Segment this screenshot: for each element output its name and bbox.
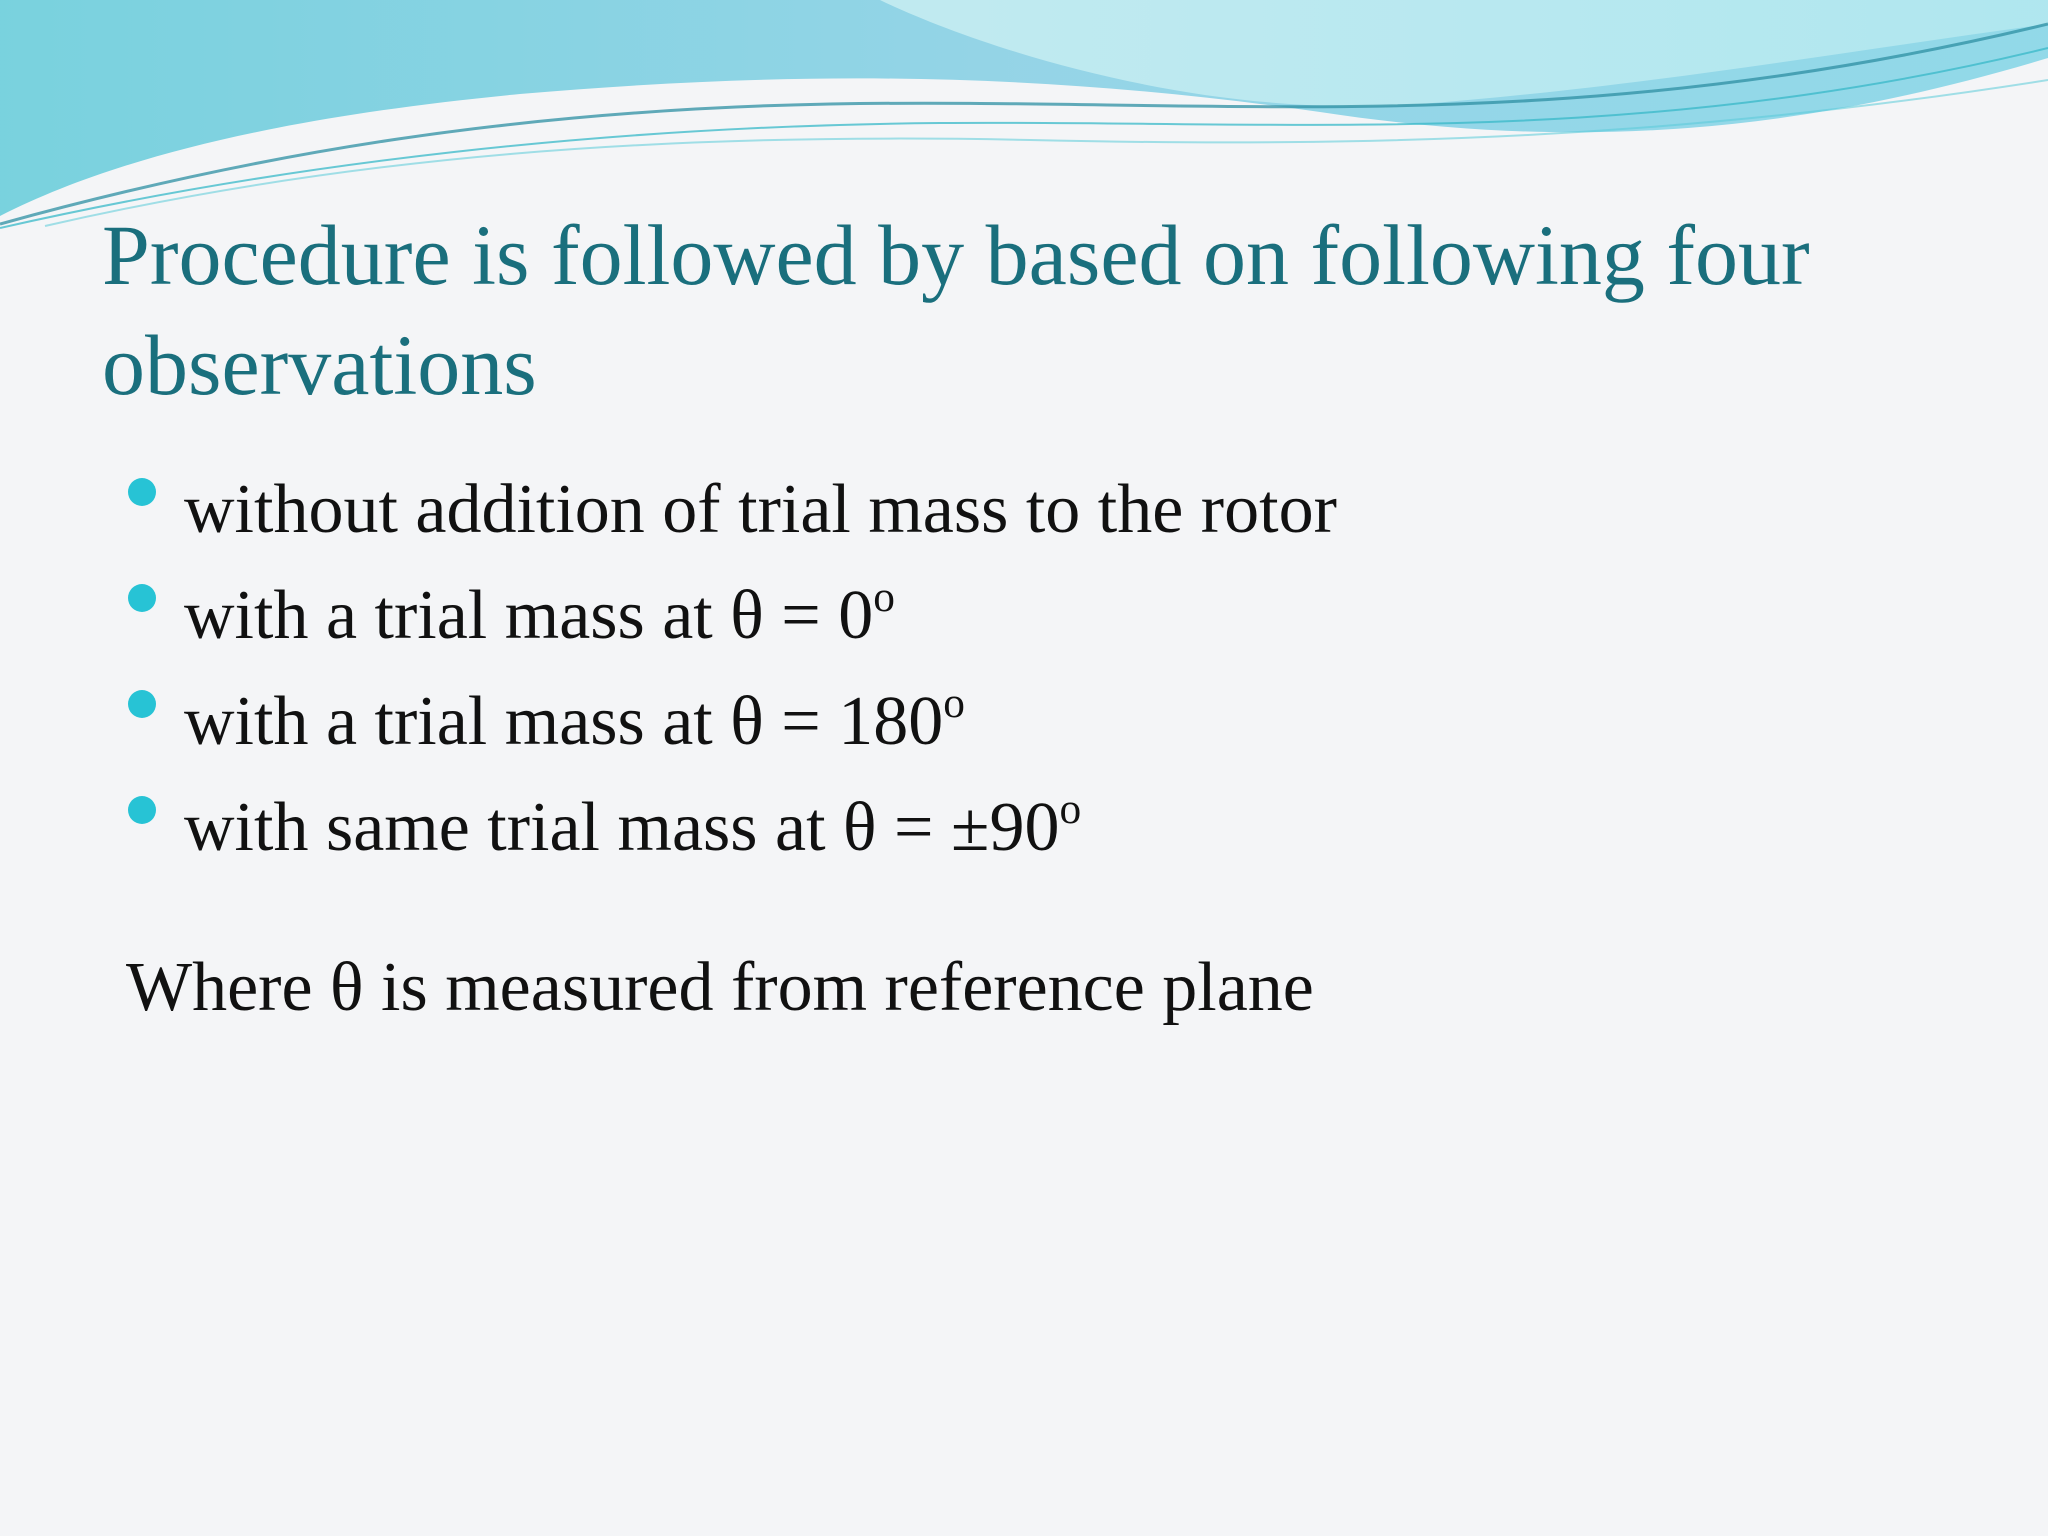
bullet-icon [128, 796, 156, 824]
observation-item [126, 544, 1826, 654]
observation-text: with same trial mass at θ = ±90 [184, 788, 1060, 866]
observation-item [126, 438, 1826, 548]
observation-item [126, 650, 1826, 760]
degree-symbol: o [943, 679, 965, 727]
degree-symbol: o [873, 573, 895, 621]
observation-text: without addition of trial mass to the rotor [184, 470, 1337, 548]
bullet-icon [128, 478, 156, 506]
reference-note: Where θ is measured from reference plane [126, 949, 1314, 1026]
bullet-icon [128, 690, 156, 718]
observation-text: with a trial mass at θ = 0 [184, 576, 874, 654]
bullet-icon [128, 584, 156, 612]
observation-text: with a trial mass at θ = 180 [184, 682, 944, 760]
observation-list [126, 438, 1826, 866]
degree-symbol: o [1059, 785, 1082, 833]
slide-title: Procedure is followed by based on following four observations [102, 207, 1810, 413]
observation-item [126, 756, 1826, 866]
